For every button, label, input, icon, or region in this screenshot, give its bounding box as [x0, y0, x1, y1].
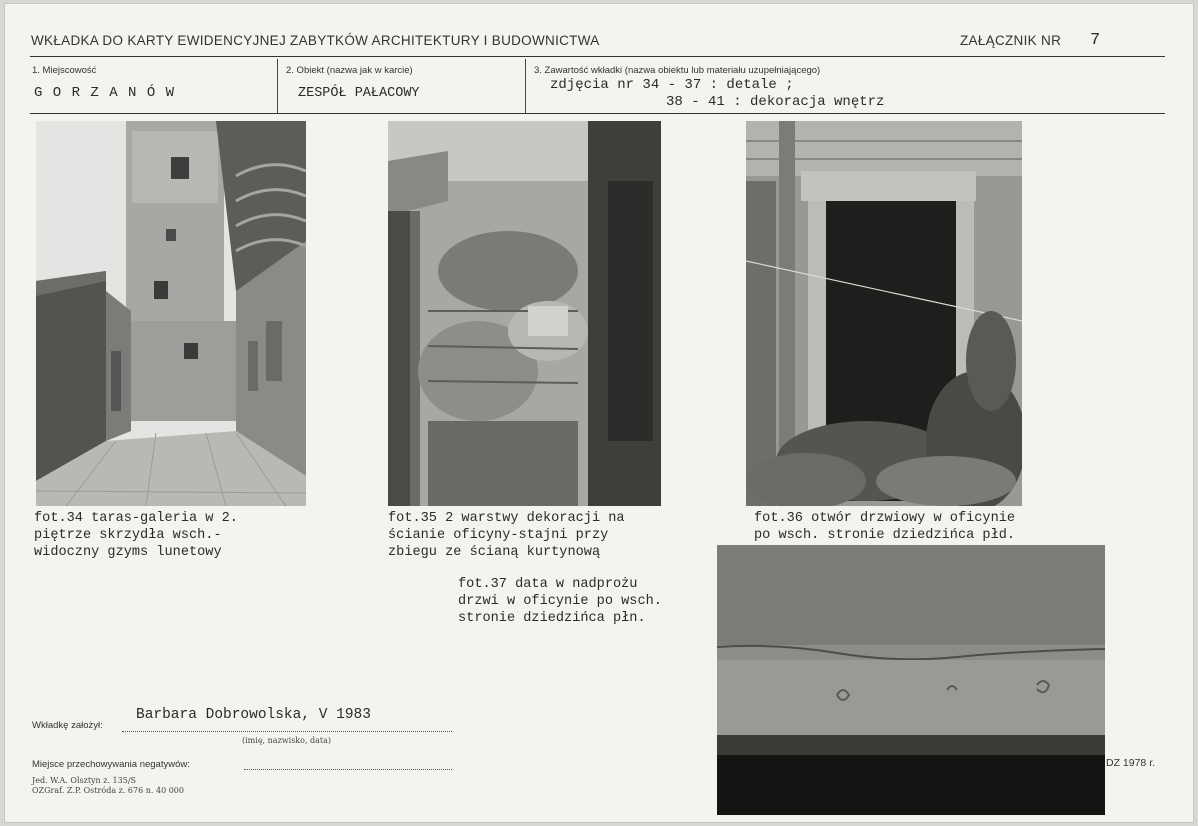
- locality-value: G O R Z A N Ó W: [34, 85, 176, 101]
- caption-fot-37: fot.37 data w nadprożu drzwi w oficynie po wsch. stronie dziedzińca płn.: [458, 577, 662, 626]
- author-hint: (imię, nazwisko, data): [242, 736, 332, 745]
- photo-fot-36: [746, 121, 1022, 506]
- caption-fot-34: fot.34 taras-galeria w 2. piętrze skrzydła wsch.- widoczny gzyms lunetowy: [34, 511, 238, 560]
- author-dotted-line: [122, 731, 452, 732]
- object-label: 2. Obiekt (nazwa jak w karcie): [286, 65, 413, 76]
- contents-label: 3. Zawartość wkładki (nazwa obiektu lub materiału uzupełniającego): [534, 65, 821, 76]
- negatives-label: Miejsce przechowywania negatywów:: [32, 759, 190, 770]
- negatives-dotted-line: [244, 769, 452, 770]
- annex-label: ZAŁĄCZNIK NR: [960, 33, 1062, 48]
- print-line-2: OZGraf. Z.P. Ostróda z. 676 n. 40 000: [32, 786, 184, 795]
- print-line-1: Jed. W.A. Olsztyn z. 135/S: [32, 776, 136, 785]
- record-card: [4, 3, 1194, 823]
- caption-fot-35: fot.35 2 warstwy dekoracji na ścianie oficyny-stajni przy zbiegu ze ścianą kurtynową: [388, 511, 625, 560]
- contents-line-1: zdjęcia nr 34 - 37 : detale ;: [550, 77, 794, 93]
- author-label: Wkładkę założył:: [32, 720, 103, 731]
- photo-fot-35: [388, 121, 661, 506]
- field-divider-2: [525, 59, 526, 114]
- field-divider-1: [277, 59, 278, 114]
- object-value: ZESPÓŁ PAŁACOWY: [298, 86, 420, 101]
- locality-label: 1. Miejscowość: [32, 65, 97, 76]
- fields-bottom-rule: [30, 113, 1165, 114]
- header-rule: [30, 56, 1165, 57]
- print-code: DZ 1978 r.: [1106, 757, 1156, 769]
- photo-fot-34: [36, 121, 306, 506]
- card-title: WKŁADKA DO KARTY EWIDENCYJNEJ ZABYTKÓW ARCHITEKTURY I BUDOWNICTWA: [31, 33, 600, 48]
- caption-fot-36: fot.36 otwór drzwiowy w oficynie po wsch. stronie dziedzińca płd.: [754, 511, 1016, 543]
- contents-line-2: 38 - 41 : dekoracja wnętrz: [666, 94, 885, 110]
- author-value: Barbara Dobrowolska, V 1983: [136, 707, 371, 723]
- photo-fot-37: [717, 545, 1105, 815]
- annex-number: 7: [1090, 31, 1101, 50]
